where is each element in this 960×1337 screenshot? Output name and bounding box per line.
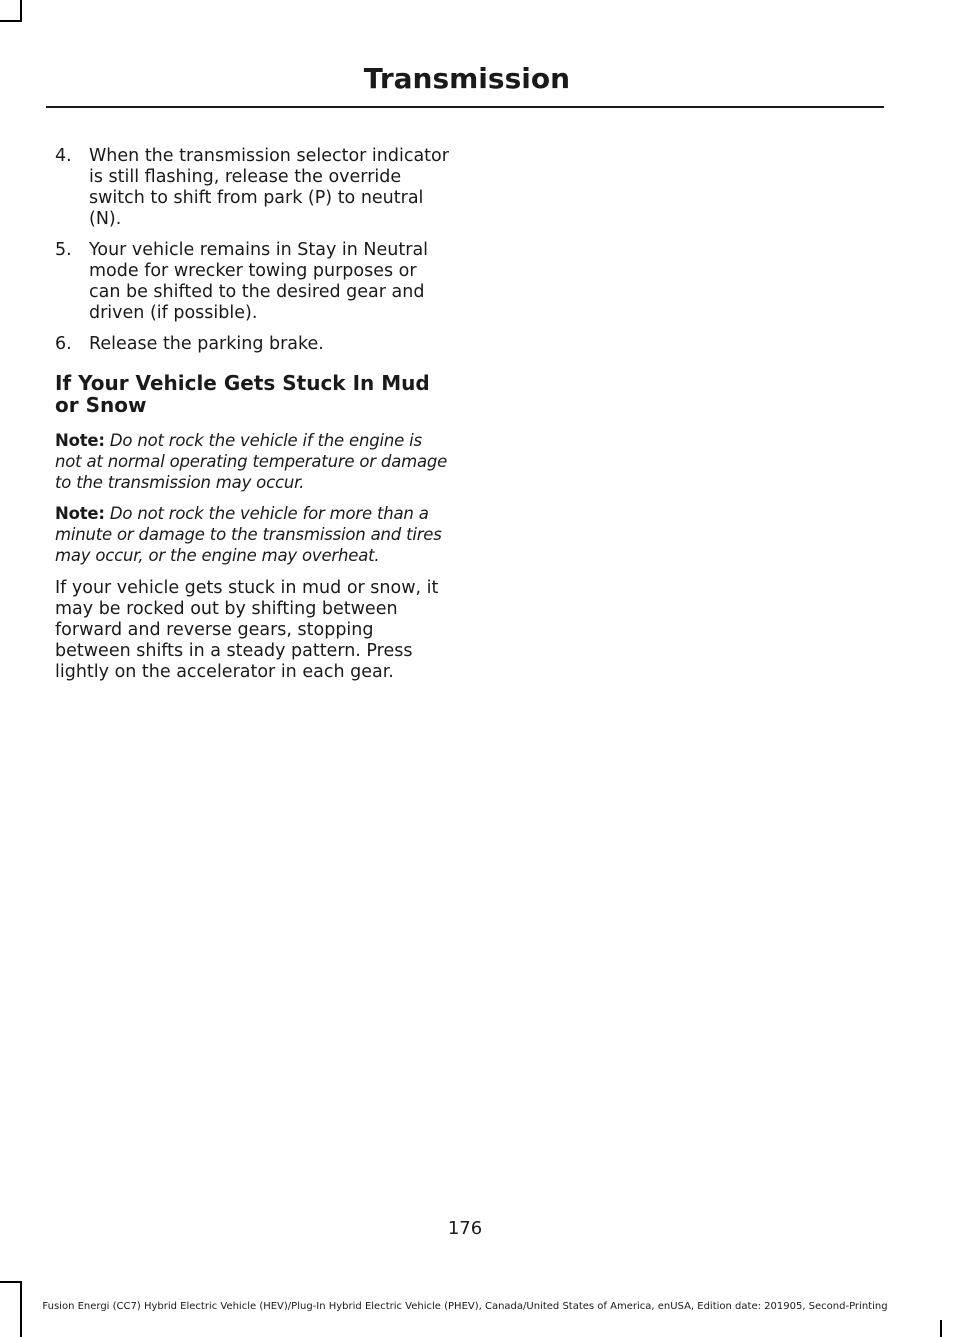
step-list [55,146,450,355]
step-item [55,334,450,355]
crop-mark-bottom-right-vertical [940,1320,942,1337]
content-column [55,146,450,683]
step-item [55,240,450,324]
note-label: Note: [55,504,105,523]
footer-text: Fusion Energi (CC7) Hybrid Electric Vehicle (HEV)/Plug-In Hybrid Electric Vehicle (PHEV), Canada/United States of America, enUSA, Edition date: 201905, Second-Printing [42,1301,888,1312]
step-number: 6. [55,334,72,354]
note-text: Do not rock the vehicle for more than a minute or damage to the transmission and tires may occur, or the engine may overheat. [55,504,442,565]
note-label: Note: [55,431,105,450]
step-text: Release the parking brake. [89,334,324,354]
note [55,503,450,566]
body-paragraph: If your vehicle gets stuck in mud or snow, it may be rocked out by shifting between forward and reverse gears, stopping between shifts in a steady pattern. Press lightly on the accelerator in each gear. [55,578,439,682]
page-number: 176 [447,1218,483,1239]
note-text: Do not rock the vehicle if the engine is not at normal operating temperature or damage to the transmission may occur. [55,431,448,492]
crop-mark-bottom-left-horizontal [0,1281,22,1283]
section-heading: If Your Vehicle Gets Stuck In Mud or Snow [55,371,430,417]
page-title: Transmission [363,62,570,95]
note [55,430,450,493]
step-text: Your vehicle remains in Stay in Neutral mode for wrecker towing purposes or can be shifted to the desired gear and driven (if possible). [89,240,429,323]
crop-mark-top-left-horizontal [0,20,22,22]
step-number: 4. [55,146,72,166]
header-rule [46,106,884,108]
crop-mark-top-left-vertical [20,0,22,22]
step-number: 5. [55,240,72,260]
step-text: When the transmission selector indicator is still flashing, release the override switch to shift from park (P) to neutral (N). [89,146,449,229]
step-item [55,146,450,230]
